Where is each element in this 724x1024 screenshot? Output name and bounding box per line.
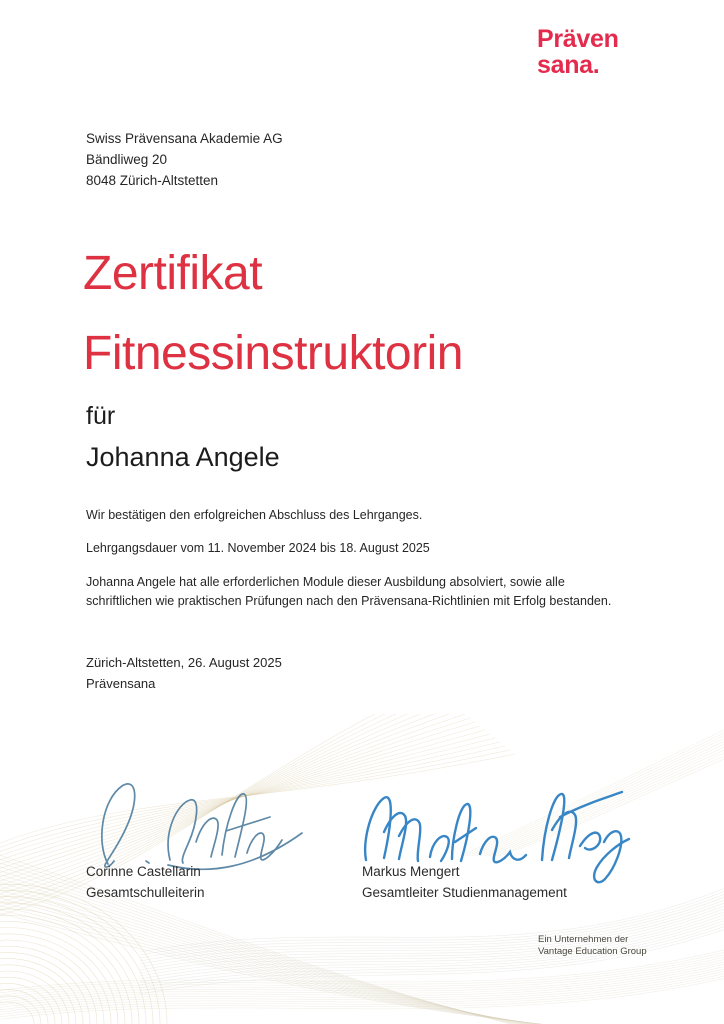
footer-line-2: Vantage Education Group [538, 946, 647, 957]
sender-line-1: Swiss Prävensana Akademie AG [86, 131, 283, 146]
signatory-2-name: Markus Mengert [362, 864, 460, 879]
signatory-1-role: Gesamtschulleiterin [86, 885, 205, 900]
recipient-name: Johanna Angele [86, 442, 280, 472]
signatory-block-1 [86, 861, 205, 903]
signatory-2-role: Gesamtleiter Studienmanagement [362, 885, 567, 900]
issue-place-date: Zürich-Altstetten, 26. August 2025 [86, 655, 282, 670]
logo-line-1: Präven [537, 25, 619, 53]
pravensana-logo [537, 26, 619, 78]
sender-line-2: Bändliweg 20 [86, 152, 168, 167]
certificate-title: Zertifikat [83, 247, 263, 300]
signatory-block-2 [362, 861, 567, 903]
certificate-subject: Fitnessinstruktorin [83, 327, 463, 380]
recipient-preposition: für [86, 402, 116, 430]
duration-text: Lehrgangsdauer vom 11. November 2024 bis 18. August 2025 [86, 541, 430, 555]
signature-corinne-castellarin [102, 784, 302, 869]
issue-issuer: Prävensana [86, 676, 156, 691]
footer-line-1: Ein Unternehmen der [538, 934, 629, 945]
sender-line-3: 8048 Zürich-Altstetten [86, 173, 219, 188]
issue-block [86, 652, 282, 694]
confirmation-text: Wir bestätigen den erfolgreichen Abschluss des Lehrganges. [86, 508, 423, 522]
signatory-1-name: Corinne Castellarin [86, 864, 201, 879]
details-text: Johanna Angele hat alle erforderlichen Module dieser Ausbildung absolviert, sowie alle schriftlichen wie praktischen Prüfungen nach den Prävensana-Richtlinien mit Erfolg bestanden. [86, 575, 612, 608]
sender-address [86, 128, 283, 191]
vantage-group-note [538, 934, 647, 958]
logo-line-2: sana. [537, 51, 600, 79]
